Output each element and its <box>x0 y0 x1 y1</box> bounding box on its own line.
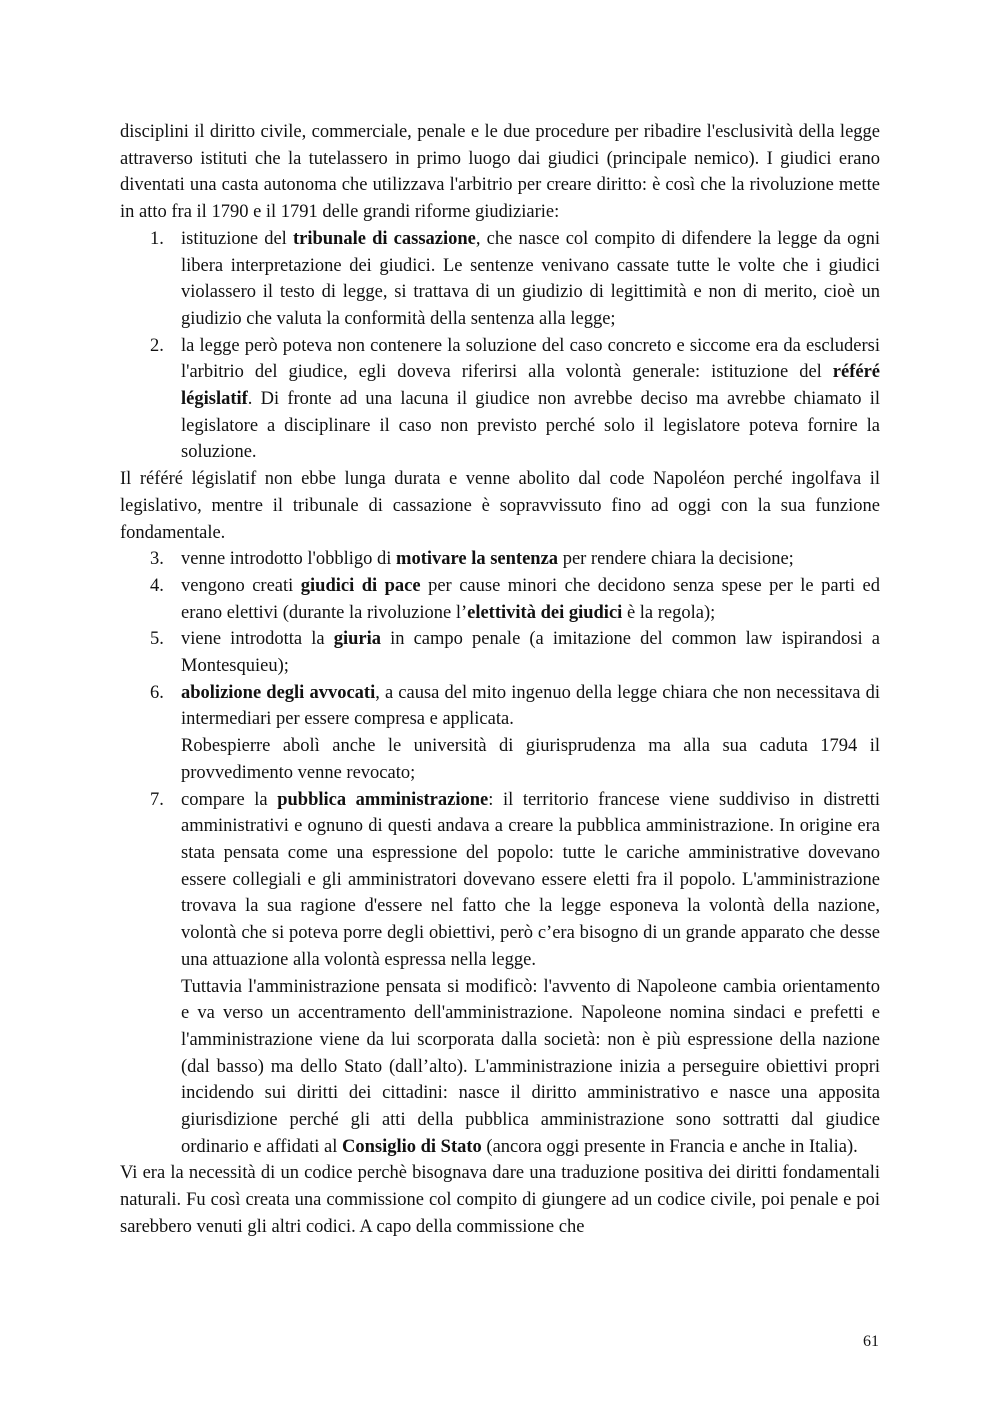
list-item-text <box>181 680 880 733</box>
bold-term: abolizione degli avvocati <box>181 682 376 703</box>
list-number: 1. <box>150 228 164 249</box>
list-number: 7. <box>150 789 164 810</box>
reform-list-part-2 <box>120 546 880 1160</box>
list-item-continuation <box>181 974 880 1161</box>
text-segment: vengono creati <box>181 575 301 596</box>
list-number: 3. <box>150 549 164 570</box>
paragraph-codice: Vi era la necessità di un codice perchè bisognava dare una traduzione positiva dei diritti fondamentali naturali. Fu così creata una commissione col compito di giungere ad un codice civile, poi penale e poi sarebbero venuti gli altri codici. A capo della commissione che <box>120 1163 880 1237</box>
list-item-3 <box>120 546 880 573</box>
text-segment: : il territorio francese viene suddiviso in distretti amministrativi e ognuno di questi andava a creare la pubblica amministrazione. In origine era stata pensata come una espressione del popolo: tutte le cariche amministrative dovevano essere collegiali e gli amministratori dovevano essere eletti fra il popolo. L'amministrazione trovava la sua ragione d'essere nel fatto che la legge esponeva la volontà della nazione, volontà che si poteva porre degli obiettivi, però c’era bisogno di un grande apparato che desse una attuazione alla volontà espressa nella legge. <box>181 789 880 970</box>
list-item-text <box>181 573 880 626</box>
text-segment: in campo penale (a imitazione del common law ispirandosi a Montesquieu); <box>181 629 880 677</box>
bold-term: référé législatif <box>181 362 880 410</box>
text-segment: per rendere chiara la decisione; <box>558 549 794 570</box>
list-item-text <box>181 333 880 467</box>
list-item-2 <box>120 333 880 467</box>
list-number: 6. <box>150 682 164 703</box>
list-item-text <box>181 546 880 573</box>
bold-term: giuria <box>333 629 381 650</box>
text-segment: viene introdotta la <box>181 629 334 650</box>
reform-list-part-1 <box>120 226 880 466</box>
list-number: 2. <box>150 335 164 356</box>
list-number: 5. <box>150 629 164 650</box>
list-item-7 <box>120 787 880 1161</box>
text-segment: venne introdotto l'obbligo di <box>181 549 397 570</box>
bold-term: pubblica amministrazione <box>277 789 489 810</box>
text-segment: Tuttavia l'amministrazione pensata si modificò: l'avvento di Napoleone cambia orientamento e va verso un accentramento dell'amministrazione. Napoleone nomina sindaci e prefetti e l'amministrazione viene da lui scorporata dalla società: non è più espressione della nazione (dal basso) ma dello Stato (dall’alto). L'amministrazione inizia a perseguire obiettivi propri incidendo sui diritti dei cittadini: nasce il diritto amministrativo e nasce una apposita giurisdizione perché gli atti della pubblica amministrazione sono sottratti dal giudice ordinario e affidati al <box>181 976 880 1157</box>
bold-term: motivare la sentenza <box>396 549 559 570</box>
text-segment: compare la <box>181 789 278 810</box>
list-item-4 <box>120 573 880 626</box>
text-segment: , a causa del mito ingenuo della legge chiara che non necessitava di intermediari per essere compresa e applicata. <box>181 682 880 730</box>
list-number: 4. <box>150 575 164 596</box>
bold-term: Consiglio di Stato <box>341 1136 482 1157</box>
paragraph-refere: Il référé législatif non ebbe lunga durata e venne abolito dal code Napoléon perché ingolfava il legislativo, mentre il tribunale di cassazione è sopravvissuto fino ad oggi con la sua funzione fondamentale. <box>120 469 880 543</box>
bold-term: elettività dei giudici <box>467 602 623 623</box>
bold-term: giudici di pace <box>300 575 421 596</box>
text-segment: per cause minori che decidono senza spese per le parti ed erano elettivi (durante la rivoluzione l’ <box>181 575 880 623</box>
list-item-text <box>181 787 880 974</box>
page-body <box>120 119 880 1241</box>
text-segment: (ancora oggi presente in Francia e anche in Italia). <box>481 1136 858 1157</box>
text-segment: . Di fronte ad una lacuna il giudice non avrebbe deciso ma avrebbe chiamato il legislatore a disciplinare il caso non previsto perché solo il legislatore poteva fornire la soluzione. <box>181 389 880 463</box>
text-segment: istituzione del <box>181 228 293 249</box>
text-segment: la legge però poteva non contenere la soluzione del caso concreto e siccome era da escludersi l'arbitrio del giudice, egli doveva riferirsi alla volontà generale: istituzione del <box>181 335 880 383</box>
text-segment: , che nasce col compito di difendere la legge da ogni libera interpretazione dei giudici. Le sentenze venivano cassate tutte le volte che i giudici violassero il testo di legge, si trattava di un giudizio di legittimità e non di merito, cioè un giudizio che valuta la conformità della sentenza alla legge; <box>181 228 880 329</box>
paragraph-intro: disciplini il diritto civile, commerciale, penale e le due procedure per ribadire l'esclusività della legge attraverso istituti che la tutelassero in primo luogo dai giudici (principale nemico). I giudici erano diventati una casta autonoma che utilizzava l'arbitrio per creare diritto: è così che la rivoluzione mette in atto fra il 1790 e il 1791 delle grandi riforme giudiziarie: <box>120 122 880 223</box>
bold-term: tribunale di cassazione <box>292 228 476 249</box>
list-item-text <box>181 626 880 679</box>
list-item-5 <box>120 626 880 679</box>
list-item-6 <box>120 680 880 787</box>
text-segment: è la regola); <box>622 602 716 623</box>
list-item-1 <box>120 226 880 333</box>
page-number: 61 <box>863 1333 879 1350</box>
list-item-text <box>181 226 880 333</box>
list-item-continuation: Robespierre abolì anche le università di giurisprudenza ma alla sua caduta 1794 il provvedimento venne revocato; <box>181 736 880 783</box>
